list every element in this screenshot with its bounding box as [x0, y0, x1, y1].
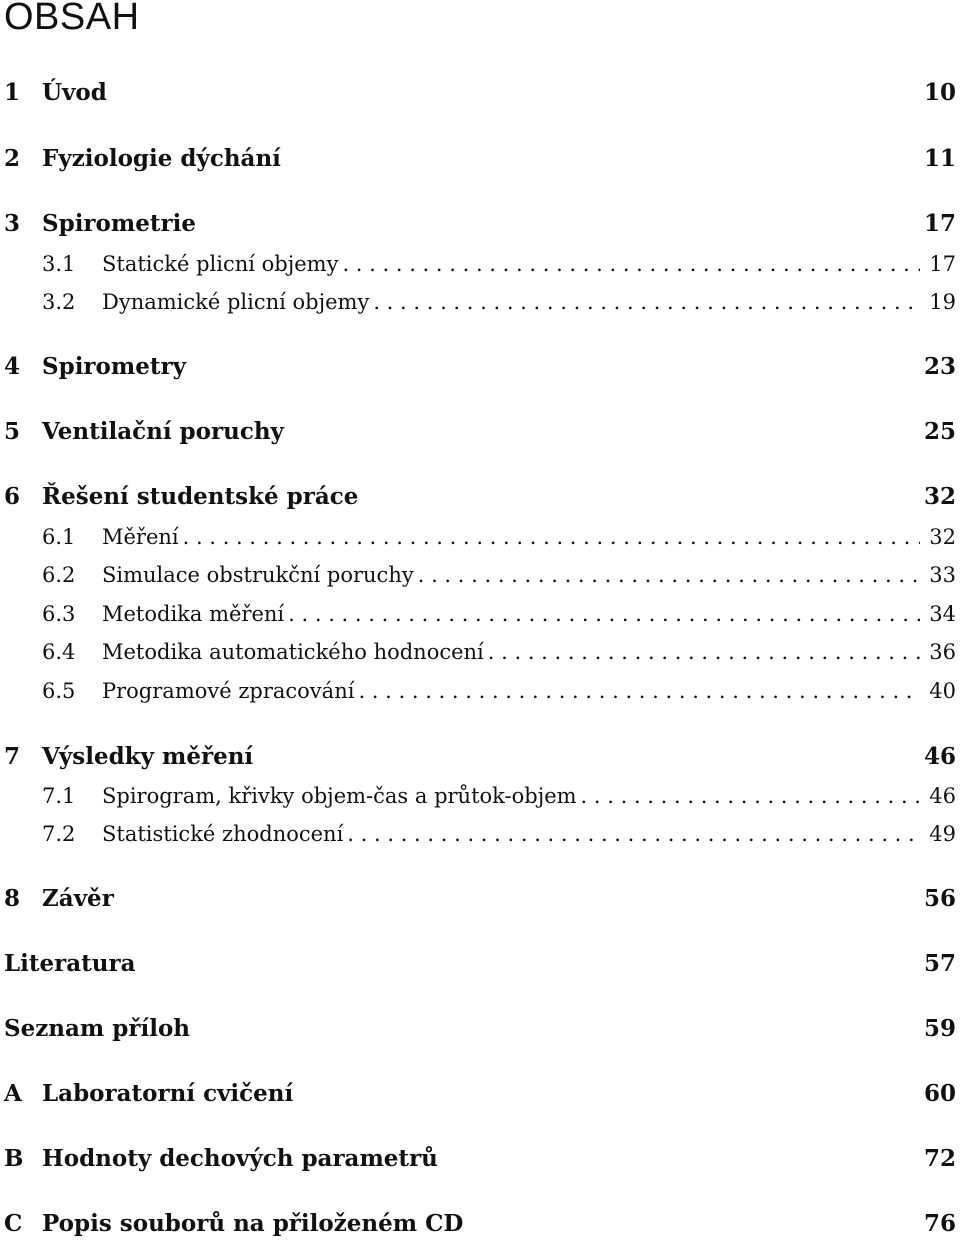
- toc-entry-number: 4: [4, 353, 21, 380]
- toc-entry-title: Hodnoty dechových parametrů: [42, 1145, 438, 1172]
- toc-entry-page-number: 36: [929, 640, 956, 664]
- toc-entry-number: 7: [4, 743, 21, 770]
- toc-entry-page-number: 10: [923, 79, 956, 106]
- toc-entry-title: Úvod: [42, 79, 107, 106]
- toc-entry-page-number: 23: [923, 353, 956, 380]
- toc-entry-page-number: 32: [923, 483, 956, 510]
- toc-entry-number: 2: [4, 145, 21, 172]
- toc-section-entry[interactable]: [4, 248, 956, 280]
- toc-entry-title: Programové zpracování: [102, 679, 355, 703]
- toc-chapter-entry[interactable]: [4, 350, 956, 384]
- toc-chapter-entry[interactable]: [4, 142, 956, 176]
- toc-chapter-entry[interactable]: [4, 415, 956, 449]
- toc-entry-title: Fyziologie dýchání: [42, 145, 281, 172]
- toc-entry-number: B: [4, 1145, 24, 1172]
- toc-entry-number: 6.1: [42, 525, 76, 549]
- toc-entry-page-number: 59: [923, 1015, 956, 1042]
- toc-entry-number: 6.3: [42, 602, 76, 626]
- toc-chapter-entry[interactable]: [4, 1142, 956, 1176]
- toc-section-entry[interactable]: [4, 559, 956, 591]
- toc-entry-title: Spirometry: [42, 353, 186, 380]
- toc-entry-title: Metodika měření: [102, 602, 285, 626]
- toc-entry-title: Seznam příloh: [4, 1015, 191, 1042]
- toc-entry-title: Závěr: [42, 885, 114, 912]
- toc-chapter-entry[interactable]: [4, 207, 956, 241]
- toc-chapter-entry[interactable]: [4, 76, 956, 110]
- toc-entry-number: 3: [4, 210, 21, 237]
- toc-section-entry[interactable]: [4, 675, 956, 707]
- toc-entry-number: A: [4, 1080, 22, 1107]
- toc-chapter-entry[interactable]: [4, 1012, 956, 1046]
- toc-entry-page-number: 40: [929, 679, 956, 703]
- toc-entry-page-number: 57: [923, 950, 956, 977]
- dot-leader: [342, 248, 920, 280]
- toc-entry-title: Spirogram, křivky objem-čas a průtok-objem: [102, 784, 577, 808]
- dot-leader: [418, 559, 920, 591]
- toc-entry-page-number: 32: [929, 525, 956, 549]
- toc-entry-title: Výsledky měření: [42, 743, 254, 770]
- toc-entry-number: 5: [4, 418, 21, 445]
- toc-entry-title: Řešení studentské práce: [42, 483, 359, 510]
- toc-entry-number: 3.2: [42, 290, 76, 314]
- toc-entry-page-number: 11: [923, 145, 956, 172]
- toc-entry-page-number: 17: [923, 210, 956, 237]
- toc-entry-title: Statistické zhodnocení: [102, 822, 344, 846]
- toc-section-entry[interactable]: [4, 636, 956, 668]
- toc-entry-title: Spirometrie: [42, 210, 196, 237]
- toc-section-entry[interactable]: [4, 521, 956, 553]
- toc-entry-page-number: 46: [923, 743, 956, 770]
- toc-entry-title: Simulace obstrukční poruchy: [102, 563, 414, 587]
- toc-entry-number: 1: [4, 79, 21, 106]
- toc-chapter-entry[interactable]: [4, 882, 956, 916]
- toc-entry-page-number: 76: [923, 1210, 956, 1237]
- toc-entry-title: Statické plicní objemy: [102, 252, 339, 276]
- toc-chapter-entry[interactable]: [4, 947, 956, 981]
- toc-entry-page-number: 60: [923, 1080, 956, 1107]
- toc-section-entry[interactable]: [4, 780, 956, 812]
- toc-entry-title: Popis souborů na přiloženém CD: [42, 1210, 464, 1237]
- dot-leader: [358, 675, 920, 707]
- toc-entry-number: 6.4: [42, 640, 76, 664]
- toc-section-entry[interactable]: [4, 286, 956, 318]
- toc-entry-number: 6.2: [42, 563, 76, 587]
- dot-leader: [581, 780, 920, 812]
- toc-entry-number: C: [4, 1210, 23, 1237]
- toc-chapter-entry[interactable]: [4, 1077, 956, 1111]
- toc-entry-page-number: 25: [923, 418, 956, 445]
- toc-entry-title: Literatura: [4, 950, 136, 977]
- toc-section-entry[interactable]: [4, 818, 956, 850]
- toc-entry-number: 3.1: [42, 252, 76, 276]
- toc-entry-title: Měření: [102, 525, 179, 549]
- toc-entry-title: Laboratorní cvičení: [42, 1080, 294, 1107]
- toc-entry-title: Ventilační poruchy: [42, 418, 284, 445]
- dot-leader: [373, 286, 920, 318]
- toc-entry-number: 6: [4, 483, 21, 510]
- toc-section-entry[interactable]: [4, 598, 956, 630]
- dot-leader: [488, 636, 920, 668]
- toc-entry-page-number: 46: [929, 784, 956, 808]
- toc-entry-page-number: 56: [923, 885, 956, 912]
- toc-entry-number: 7.1: [42, 784, 76, 808]
- toc-entry-page-number: 33: [929, 563, 956, 587]
- toc-entry-page-number: 34: [929, 602, 956, 626]
- dot-leader: [183, 521, 920, 553]
- toc-chapter-entry[interactable]: [4, 740, 956, 774]
- page-title: OBSAH: [4, 0, 140, 38]
- dot-leader: [347, 818, 920, 850]
- toc-entry-page-number: 17: [929, 252, 956, 276]
- dot-leader: [288, 598, 920, 630]
- toc-entry-number: 7.2: [42, 822, 76, 846]
- toc-chapter-entry[interactable]: [4, 480, 956, 514]
- toc-entry-title: Dynamické plicní objemy: [102, 290, 370, 314]
- toc-entry-page-number: 49: [929, 822, 956, 846]
- toc-entry-number: 8: [4, 885, 21, 912]
- toc-chapter-entry[interactable]: [4, 1207, 956, 1241]
- toc-entry-title: Metodika automatického hodnocení: [102, 640, 484, 664]
- toc-entry-number: 6.5: [42, 679, 76, 703]
- toc-entry-page-number: 72: [923, 1145, 956, 1172]
- toc-entry-page-number: 19: [929, 290, 956, 314]
